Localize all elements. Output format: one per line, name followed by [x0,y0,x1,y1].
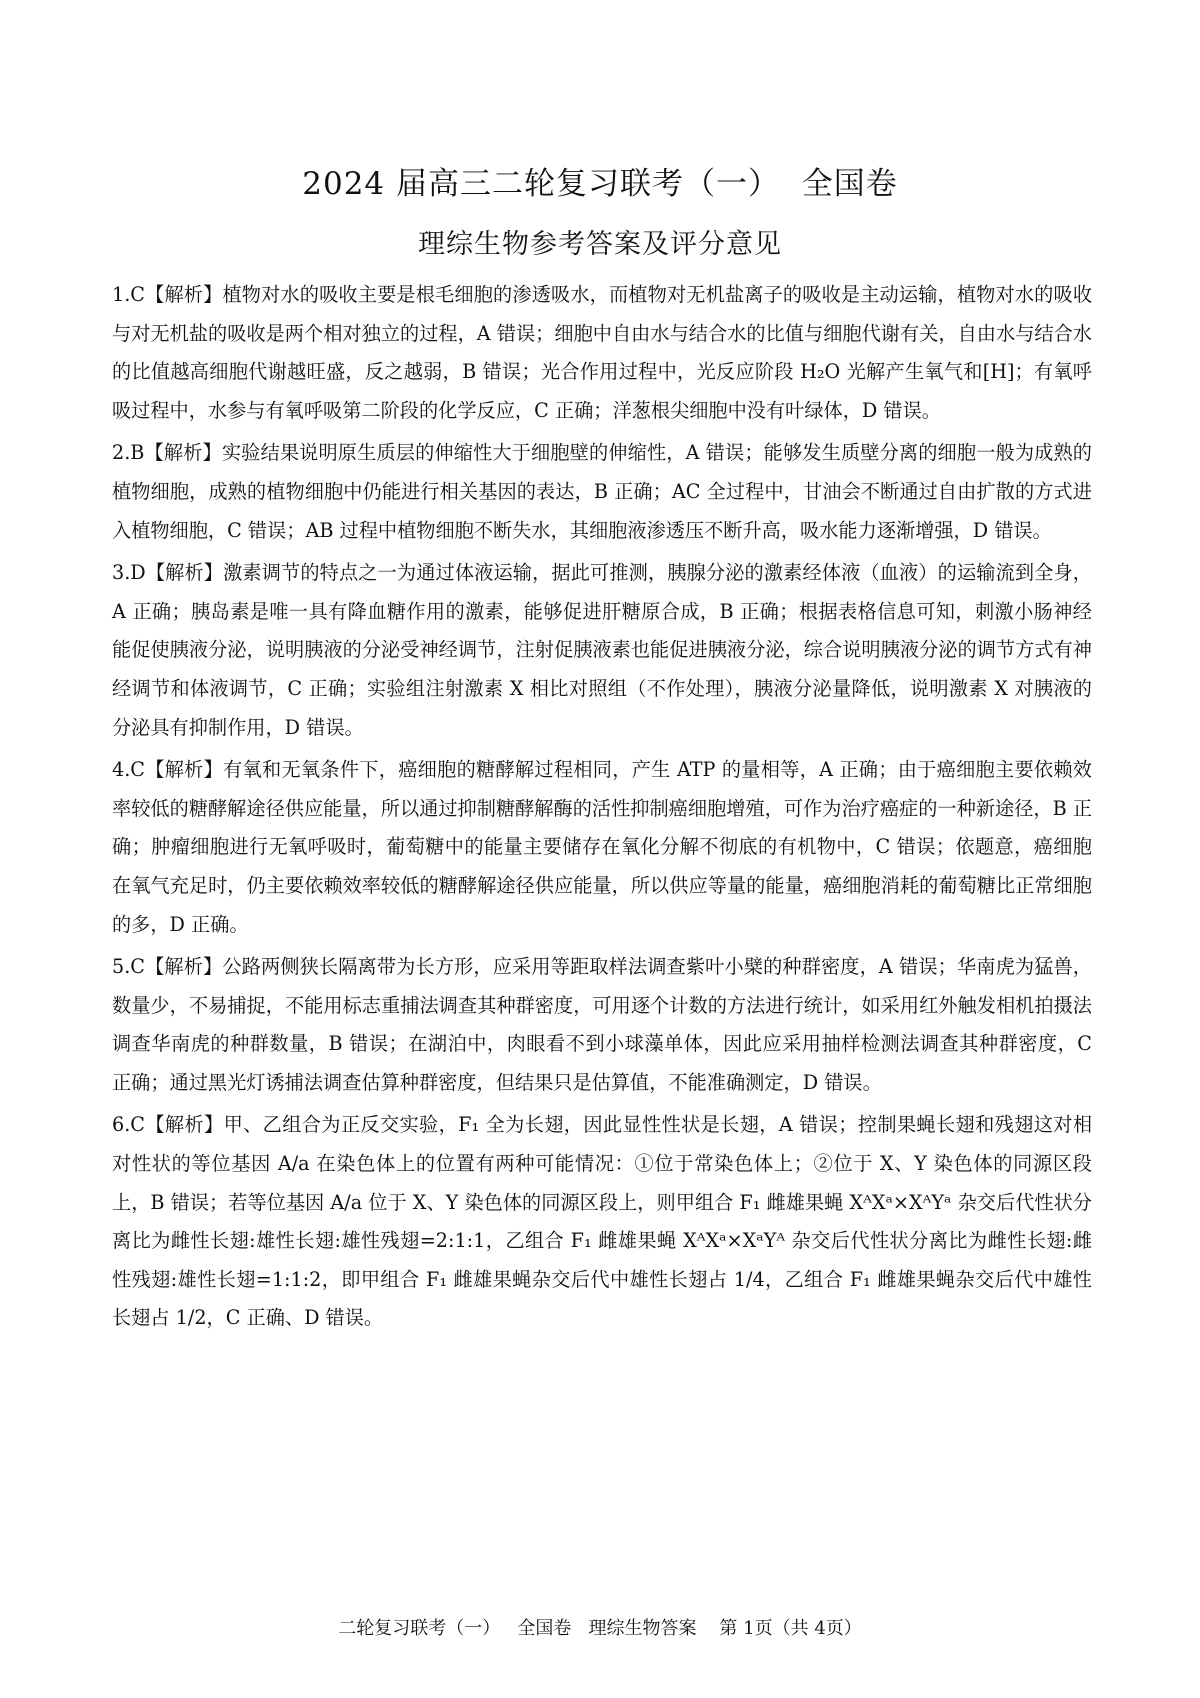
analysis-tag: 【解析】 [144,441,222,465]
document-title: 2024 届高三二轮复习联考（一） 全国卷 [302,166,898,202]
answer-item-4 [112,751,1092,944]
answer-item-5 [112,948,1092,1102]
answer-item-2 [112,434,1092,550]
answer-number: 6.C [112,1113,145,1137]
answer-text: 有氧和无氧条件下，癌细胞的糖酵解过程相同，产生 ATP 的量相等，A 正确；由于癌细胞主要依赖效率较低的糖酵解途径供应能量，所以通过抑制糖酵解酶的活性抑制癌细胞增殖，可作为治疗癌症的一种新途径，B 正确；肿瘤细胞进行无氧呼吸时，葡萄糖中的能量主要储存在氧化分解不彻底的有机物中，C 错误；依题意，癌细胞在氧气充足时，仍主要依赖效率较低的糖酵解途径供应能量，所以供应等量的能量，癌细胞消耗的葡萄糖比正常细胞的多，D 正确。 [112,758,1092,936]
analysis-tag: 【解析】 [145,561,224,585]
answer-text: 激素调节的特点之一为通过体液运输，据此可推测，胰腺分泌的激素经体液（血液）的运输流到全身，A 正确；胰岛素是唯一具有降血糖作用的激素，能够促进肝糖原合成，B 正确；根据表格信息可知，刺激小肠神经能促使胰液分泌，说明胰液的分泌受神经调节，注射促胰液素也能促进胰液分泌，综合说明胰液分泌的调节方式有神经调节和体液调节，C 正确；实验组注射激素 X 相比对照组（不作处理），胰液分泌量降低，说明激素 X 对胰液的分泌具有抑制作用，D 错误。 [112,561,1092,739]
analysis-tag: 【解析】 [145,758,224,782]
answer-text: 公路两侧狭长隔离带为长方形，应采用等距取样法调查紫叶小檗的种群密度，A 错误；华南虎为猛兽，数量少，不易捕捉，不能用标志重捕法调查其种群密度，可用逐个计数的方法进行统计，如采用红外触发相机拍摄法调查华南虎的种群数量，B 错误；在湖泊中，肉眼看不到小球藻单体，因此应采用抽样检测法调查其种群密度，C 正确；通过黑光灯诱捕法调查估算种群密度，但结果只是估算值，不能准确测定，D 错误。 [112,955,1092,1094]
answer-item-3 [112,554,1092,747]
answer-list [112,276,1092,1342]
answer-number: 1.C [112,283,145,306]
answer-number: 2.B [112,441,145,465]
document-subtitle: 理综生物参考答案及评分意见 [418,229,782,260]
analysis-tag: 【解析】 [145,955,223,979]
answer-number: 4.C [112,758,145,782]
answer-number: 3.D [112,561,146,585]
answer-item-6 [112,1106,1092,1338]
answer-item-1 [112,276,1092,430]
answer-number: 5.C [112,955,145,979]
answer-text: 甲、乙组合为正反交实验，F₁ 全为长翅，因此显性性状是长翅，A 错误；控制果蝇长翅和残翅这对相对性状的等位基因 A/a 在染色体上的位置有两种可能情况：①位于常染色体上；②位于 X、Y 染色体的同源区段上，B 错误；若等位基因 A/a 位于 X、Y 染色体的同源区段上，则甲组合 F₁ 雌雄果蝇 XᴬXᵃ×XᴬYᵃ 杂交后代性状分离比为雌性长翅:雄性长翅:雄性残翅=2:1:1，乙组合 F₁ 雌雄果蝇 XᴬXᵃ×XᵃYᴬ 杂交后代性状分离比为雌性长翅:雌性残翅:雄性长翅=1:1:2，即甲组合 F₁ 雌雄果蝇杂交后代中雄性长翅占 1/4，乙组合 F₁ 雌雄果蝇杂交后代中雄性长翅占 1/2，C 正确、D 错误。 [112,1113,1093,1330]
answer-text: 实验结果说明原生质层的伸缩性大于细胞壁的伸缩性，A 错误；能够发生质壁分离的细胞一般为成熟的植物细胞，成熟的植物细胞中仍能进行相关基因的表达，B 正确；AC 全过程中，甘油会不断通过自由扩散的方式进入植物细胞，C 错误；AB 过程中植物细胞不断失水，其细胞液渗透压不断升高，吸水能力逐渐增强，D 错误。 [112,441,1092,542]
answer-text: 植物对水的吸收主要是根毛细胞的渗透吸水，而植物对无机盐离子的吸收是主动运输，植物对水的吸收与对无机盐的吸收是两个相对独立的过程，A 错误；细胞中自由水与结合水的比值与细胞代谢有关，自由水与结合水的比值越高细胞代谢越旺盛，反之越弱，B 错误；光合作用过程中，光反应阶段 H₂O 光解产生氧气和[H]；有氧呼吸过程中，水参与有氧呼吸第二阶段的化学反应，C 正确；洋葱根尖细胞中没有叶绿体，D 错误。 [112,283,1093,422]
page-footer: 二轮复习联考（一） 全国卷 理综生物答案 第 1页（共 4页） [338,1618,862,1639]
analysis-tag: 【解析】 [145,1113,224,1137]
analysis-tag: 【解析】 [145,283,223,306]
